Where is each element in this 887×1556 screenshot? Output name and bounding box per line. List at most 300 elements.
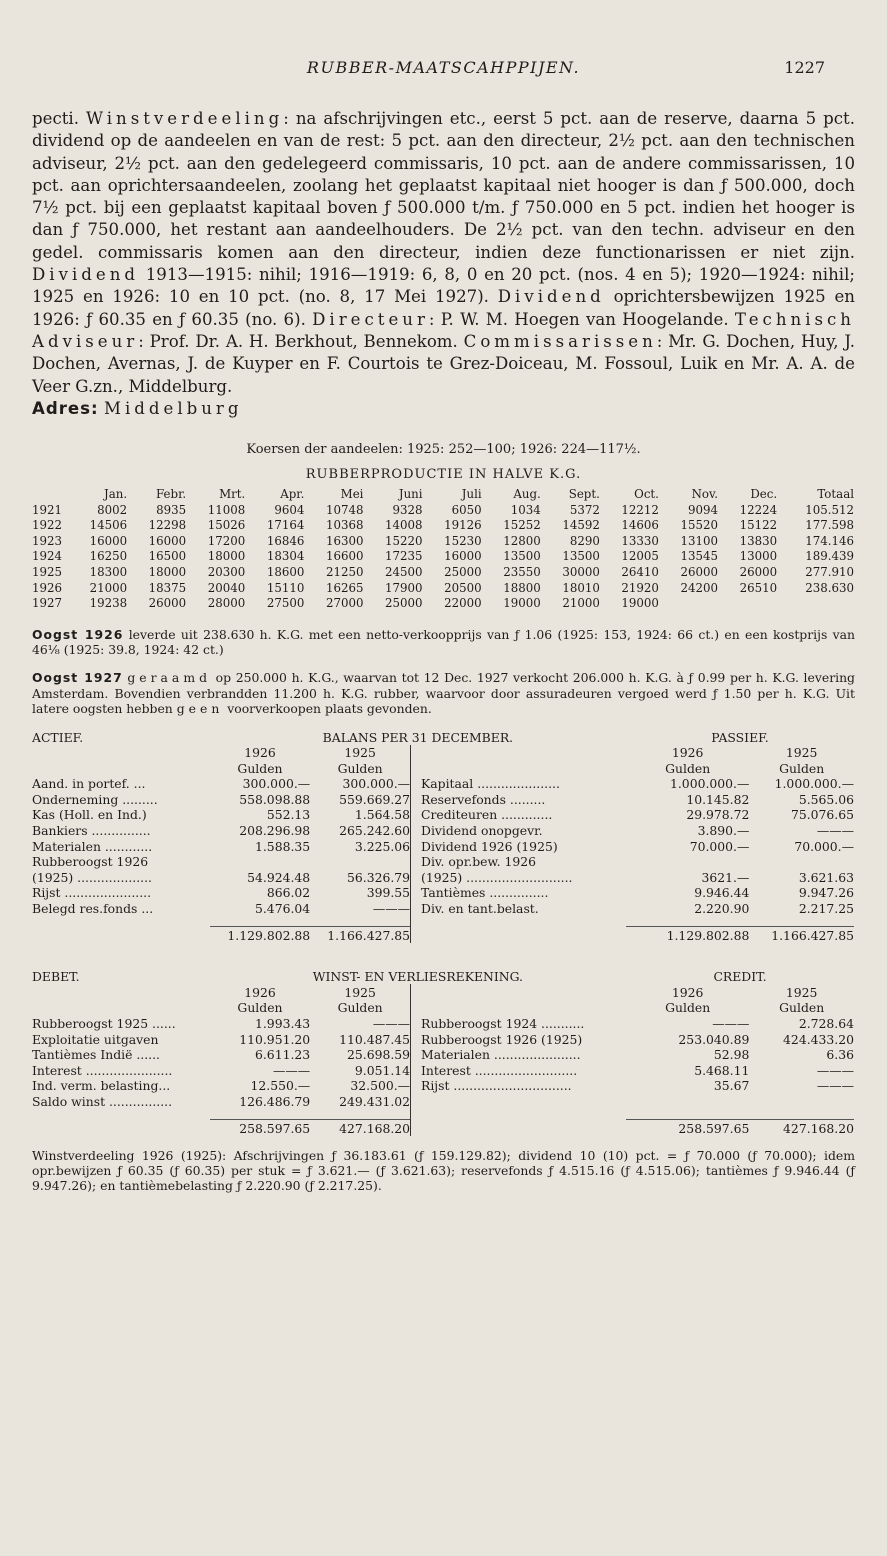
row-label: Materialen ............ xyxy=(32,838,153,854)
table-cell: 12298 xyxy=(148,518,187,533)
company-description xyxy=(32,108,855,420)
value-cell: 9.946.44 xyxy=(694,885,750,901)
adres-label: Adres: xyxy=(32,398,99,418)
table-cell: 20040 xyxy=(207,580,246,595)
table-cell: 105.512 xyxy=(805,502,854,517)
page-number: 1227 xyxy=(784,58,825,77)
table-cell: 18300 xyxy=(89,564,128,579)
table-row xyxy=(32,517,854,533)
cell xyxy=(32,984,210,1000)
separator xyxy=(411,1000,421,1016)
row-label: (1925) ........................... xyxy=(421,869,573,885)
value-cell: ——— xyxy=(372,901,411,917)
harvest-1927-text: op 250.000 h. K.G., waarvan tot 12 Dec. 1927 verkocht 206.000 h. K.G. à ƒ 0.99 per h. K.G. levering Amsterdam. Bovendien verbrandden 11.200 h. K.G. rubber, waarvoor door assuradeuren vergoed werd ƒ 1.50 per h. K.G. Uit latere oogsten hebben xyxy=(32,670,855,716)
total-cell: 258.597.65 xyxy=(626,1119,749,1135)
table-row xyxy=(32,822,854,838)
table-cell: 1922 xyxy=(32,518,63,533)
row-label: Dividend 1926 (1925) xyxy=(421,838,558,854)
cell xyxy=(421,1000,626,1016)
value-cell: 300.000.— xyxy=(342,776,411,792)
table-cell: 10748 xyxy=(325,502,364,517)
dividend-opr-text: oprichtersbewijzen 1925 en 1926: ƒ 60.35 en ƒ 60.35 (no. 6). xyxy=(32,287,855,329)
row-label: Crediteuren ............. xyxy=(421,807,553,823)
year-header: 1925 xyxy=(344,745,376,761)
value-cell: 5.468.11 xyxy=(694,1062,750,1078)
row-label: Tantièmes ............... xyxy=(421,885,549,901)
unit-header: Gulden xyxy=(779,760,825,776)
harvest-1926-label: Oogst 1926 xyxy=(32,626,124,642)
table-row xyxy=(32,580,854,596)
table-cell: 26410 xyxy=(621,564,659,579)
separator xyxy=(411,776,421,792)
table-cell: 9328 xyxy=(392,502,423,517)
value-cell: 6.36 xyxy=(826,1047,854,1063)
table-cell: 15110 xyxy=(266,580,305,595)
unit-header: Gulden xyxy=(237,760,283,776)
table-cell: 22000 xyxy=(444,596,482,611)
value-cell: ——— xyxy=(816,1062,854,1078)
table-cell: 18000 xyxy=(148,564,187,579)
cell xyxy=(32,927,210,943)
unit-header: Gulden xyxy=(779,1000,825,1016)
table-cell xyxy=(718,595,777,611)
value-cell: 1.993.43 xyxy=(254,1016,311,1032)
value-cell: ——— xyxy=(273,1062,311,1078)
table-cell: 14606 xyxy=(621,518,659,533)
table-row xyxy=(32,1047,854,1063)
separator xyxy=(411,1047,421,1063)
dividend-label: Dividend xyxy=(32,265,140,285)
column-header: Jan. xyxy=(103,486,128,501)
table-cell: 1925 xyxy=(32,564,63,579)
cell xyxy=(32,745,210,761)
table-cell: 13000 xyxy=(739,549,778,564)
dividend-text: 1913—1915: nihil; 1916—1919: 6, 8, 0 en 20 pct. (nos. 4 en 5); 1920—1924: nihil; 1925 en 1926: 10 en 10 pct. (no. 8, 17 Mei 1927). xyxy=(32,265,855,307)
separator xyxy=(411,1093,421,1109)
pl-right-title: CREDIT. xyxy=(713,969,767,985)
winstverdeeling-label: Winstverdeeling xyxy=(85,109,284,128)
value-cell: 5.565.06 xyxy=(798,791,854,807)
table-row xyxy=(32,807,854,823)
value-cell: 126.486.79 xyxy=(239,1093,311,1109)
balance-unit-row xyxy=(32,760,854,776)
value-cell: 25.698.59 xyxy=(347,1047,411,1063)
total-cell: 1.129.802.88 xyxy=(626,927,749,943)
spacer-row xyxy=(32,1109,854,1120)
harvest-1927-note xyxy=(32,670,855,716)
table-row xyxy=(32,1062,854,1078)
table-cell: 19126 xyxy=(444,518,482,533)
value-cell: 110.487.45 xyxy=(339,1031,411,1047)
table-cell: 1926 xyxy=(32,580,63,595)
value-cell: 56.326.79 xyxy=(347,869,411,885)
value-cell: 9.051.14 xyxy=(354,1062,411,1078)
harvest-1927-label: Oogst 1927 xyxy=(32,670,123,686)
table-cell: 26000 xyxy=(680,564,719,579)
value-cell: ——— xyxy=(372,1016,411,1032)
balance-left-title: ACTIEF. xyxy=(32,729,84,745)
pl-left-title: DEBET. xyxy=(32,969,80,985)
table-cell: 16000 xyxy=(89,533,128,548)
table-cell: 9094 xyxy=(688,502,719,517)
value-cell: 10.145.82 xyxy=(686,791,750,807)
column-header: Sept. xyxy=(568,486,600,501)
table-row xyxy=(32,854,854,870)
table-cell: 1921 xyxy=(32,502,63,517)
cell xyxy=(421,916,626,927)
column-header: Nov. xyxy=(691,486,719,501)
table-cell: 26000 xyxy=(148,596,187,611)
table-cell xyxy=(777,595,854,611)
geraamd-word: geraamd xyxy=(127,670,212,686)
table-row xyxy=(32,533,854,549)
column-header xyxy=(32,486,68,502)
running-header xyxy=(32,58,855,88)
value-cell: 6.611.23 xyxy=(254,1047,311,1063)
row-label: Saldo winst ................ xyxy=(32,1093,173,1109)
table-cell: 21000 xyxy=(562,596,600,611)
table-cell: 1923 xyxy=(32,533,63,548)
value-cell: 70.000.— xyxy=(689,838,750,854)
year-header: 1926 xyxy=(671,984,704,1000)
table-cell: 18000 xyxy=(207,549,246,564)
cell xyxy=(421,927,626,943)
pl-unit-row xyxy=(32,1000,854,1016)
spacer-row xyxy=(32,916,854,927)
cell xyxy=(210,916,310,927)
row-label: Kapitaal ..................... xyxy=(421,776,560,792)
table-cell: 16300 xyxy=(325,533,364,548)
table-cell: 8935 xyxy=(156,502,187,517)
cell xyxy=(32,916,210,927)
pl-year-row xyxy=(32,984,854,1000)
year-header: 1925 xyxy=(785,984,818,1000)
table-row xyxy=(32,791,854,807)
table-cell: 18304 xyxy=(266,549,305,564)
table-cell: 8002 xyxy=(97,502,128,517)
cell xyxy=(421,984,626,1000)
table-cell: 15252 xyxy=(503,518,541,533)
table-cell: 19238 xyxy=(89,596,128,611)
value-cell: 552.13 xyxy=(266,807,311,823)
row-label: Onderneming ......... xyxy=(32,791,158,807)
table-cell: 16265 xyxy=(325,580,364,595)
unit-header: Gulden xyxy=(665,760,711,776)
separator xyxy=(411,1078,421,1094)
balance-sheet xyxy=(32,729,854,943)
column-header: Febr. xyxy=(156,486,187,501)
cell xyxy=(310,1109,410,1120)
table-cell: 17164 xyxy=(266,518,305,533)
separator xyxy=(411,760,421,776)
table-cell: 13545 xyxy=(680,549,719,564)
table-cell: 26510 xyxy=(739,580,778,595)
cell xyxy=(210,1109,310,1120)
table-row xyxy=(32,595,854,611)
table-cell: 20500 xyxy=(444,580,482,595)
table-cell: 17235 xyxy=(385,549,423,564)
value-cell: 866.02 xyxy=(266,885,311,901)
separator xyxy=(411,745,421,761)
table-cell: 25000 xyxy=(385,596,423,611)
technisch-adviseur-label: Technisch Adviseur xyxy=(32,309,855,351)
cell xyxy=(421,1109,626,1120)
table-cell: 277.910 xyxy=(805,564,854,579)
unit-header: Gulden xyxy=(337,760,383,776)
year-header: 1925 xyxy=(785,745,818,761)
value-cell: 249.431.02 xyxy=(339,1093,411,1109)
cell xyxy=(421,745,626,761)
value-cell: 5.476.04 xyxy=(254,901,311,917)
table-cell: 23550 xyxy=(503,564,541,579)
value-cell: 2.220.90 xyxy=(694,901,750,917)
table-cell: 28000 xyxy=(207,596,246,611)
cell xyxy=(32,1109,210,1120)
adres-value: Middelburg xyxy=(103,398,243,418)
table-cell: 14592 xyxy=(562,518,600,533)
table-row xyxy=(32,549,854,565)
cell xyxy=(626,1109,749,1120)
row-label: Materialen ...................... xyxy=(421,1047,581,1063)
row-label: Exploitatie uitgaven xyxy=(32,1031,159,1047)
table-cell: 18375 xyxy=(148,580,187,595)
directeur-label: Directeur xyxy=(312,309,429,329)
value-cell xyxy=(749,1093,854,1109)
value-cell xyxy=(310,854,410,870)
production-title: RUBBERPRODUCTIE IN HALVE K.G. xyxy=(305,467,582,483)
unit-header: Gulden xyxy=(665,1000,711,1016)
row-label: Rubberoogst 1924 ........... xyxy=(421,1016,585,1032)
column-header: Apr. xyxy=(280,486,305,501)
table-cell: 16846 xyxy=(266,533,305,548)
value-cell xyxy=(210,854,310,870)
row-label: Rubberoogst 1926 xyxy=(32,854,149,870)
value-cell: 3.621.63 xyxy=(798,869,854,885)
year-header: 1926 xyxy=(244,745,276,761)
table-cell: 19000 xyxy=(503,596,541,611)
profit-distribution: Winstverdeeling 1926 (1925): Afschrijvingen ƒ 36.183.61 (ƒ 159.129.82); dividend 10 (10) pct. = ƒ 70.000 (ƒ 70.000); idem opr.bewijzen ƒ 60.35 (ƒ 60.35) per stuk = ƒ 3.621.— (ƒ 3.621.63); reservefonds ƒ 4.515.16 (ƒ 4.515.06); tantièmes ƒ 9.946.44 (ƒ 9.947.26); en tantièmebelasting ƒ 2.220.90 (ƒ 2.217.25). xyxy=(32,1147,855,1193)
row-label: Tantièmes Indië ...... xyxy=(32,1047,160,1063)
commissarissen-text: : Mr. G. Dochen, Huy, J. Dochen, Avernas, J. de Kuyper en F. Courtois te Grez-Doiceau, M. Fossoul, Luik en Mr. A. A. de Veer G.zn., Middelburg. xyxy=(32,331,855,396)
value-cell: 110.951.20 xyxy=(239,1031,311,1047)
table-cell: 6050 xyxy=(451,502,482,517)
cell xyxy=(32,1000,210,1016)
cell xyxy=(32,760,210,776)
cell xyxy=(749,916,854,927)
row-label: Div. opr.bew. 1926 xyxy=(421,854,537,870)
row-label: Rijst ...................... xyxy=(32,885,152,901)
table-cell: 8290 xyxy=(569,533,600,548)
cell xyxy=(32,1119,210,1135)
adres-line xyxy=(32,398,855,420)
table-cell: 18600 xyxy=(266,564,305,579)
separator xyxy=(411,1119,421,1135)
value-cell: 75.076.65 xyxy=(790,807,854,823)
description-paragraph xyxy=(32,108,855,398)
table-cell: 11008 xyxy=(207,502,246,517)
table-cell: 15122 xyxy=(739,518,778,533)
table-cell: 10368 xyxy=(325,518,364,533)
row-label: Aand. in portef. ... xyxy=(32,776,146,792)
separator xyxy=(411,791,421,807)
year-header: 1926 xyxy=(244,984,276,1000)
separator xyxy=(411,869,421,885)
value-cell: 1.000.000.— xyxy=(774,776,854,792)
geen-word: geen xyxy=(176,700,224,716)
value-cell: 208.296.98 xyxy=(239,823,311,839)
table-cell xyxy=(659,595,718,611)
table-cell: 13830 xyxy=(739,533,778,548)
total-cell: 427.168.20 xyxy=(749,1119,854,1135)
table-cell: 12800 xyxy=(503,533,541,548)
table-cell: 174.146 xyxy=(805,533,854,548)
separator xyxy=(411,900,421,916)
column-header: Juni xyxy=(398,486,423,501)
value-cell xyxy=(749,854,854,870)
table-cell: 24500 xyxy=(385,564,423,579)
column-header: Aug. xyxy=(513,486,541,501)
value-cell: 2.217.25 xyxy=(798,901,854,917)
row-label: Ind. verm. belasting... xyxy=(32,1078,171,1094)
cell xyxy=(626,916,749,927)
separator xyxy=(411,854,421,870)
year-header: 1925 xyxy=(344,984,376,1000)
column-header: Dec. xyxy=(750,486,778,501)
production-header-row xyxy=(32,486,854,502)
table-cell: 189.439 xyxy=(805,549,854,564)
table-cell: 18800 xyxy=(503,580,541,595)
cell xyxy=(749,1109,854,1120)
cell xyxy=(421,760,626,776)
table-row xyxy=(32,776,854,792)
balance-title-row xyxy=(32,729,854,745)
table-cell: 177.598 xyxy=(805,518,854,533)
table-cell: 13100 xyxy=(680,533,719,548)
value-cell: 3.890.— xyxy=(697,823,750,839)
table-cell: 17900 xyxy=(385,580,423,595)
unit-header: Gulden xyxy=(237,1000,283,1016)
total-cell: 1.166.427.85 xyxy=(749,927,854,943)
row-label: Bankiers ............... xyxy=(32,823,151,839)
year-header: 1926 xyxy=(671,745,704,761)
commissarissen-label: Commissarissen xyxy=(463,331,657,351)
separator xyxy=(411,807,421,823)
total-cell: 1.129.802.88 xyxy=(210,927,310,943)
separator xyxy=(411,822,421,838)
value-cell: 70.000.— xyxy=(794,838,854,854)
table-row xyxy=(32,1031,854,1047)
value-cell: 52.98 xyxy=(713,1047,750,1063)
table-cell: 27500 xyxy=(266,596,305,611)
table-cell: 16000 xyxy=(148,533,187,548)
table-row xyxy=(32,564,854,580)
value-cell: 399.55 xyxy=(366,885,411,901)
table-cell: 27000 xyxy=(325,596,364,611)
text-fragment: pecti. xyxy=(32,109,86,128)
table-cell: 16600 xyxy=(325,549,364,564)
table-cell: 15230 xyxy=(444,533,482,548)
table-cell: 14506 xyxy=(89,518,128,533)
row-label: Div. en tant.belast. xyxy=(421,901,539,917)
separator xyxy=(411,927,421,943)
table-row xyxy=(32,502,854,518)
cell xyxy=(310,916,410,927)
separator xyxy=(411,1109,421,1120)
harvest-notes xyxy=(32,627,855,716)
running-title: RUBBER-MAATSCAHPPIJEN. xyxy=(306,58,581,77)
table-cell: 26000 xyxy=(739,564,778,579)
value-cell: 3621.— xyxy=(701,869,750,885)
row-label xyxy=(421,1093,626,1109)
table-cell: 18010 xyxy=(562,580,600,595)
directeur-text: : P. W. M. Hoegen van Hoogelande. xyxy=(428,309,735,329)
row-label: Interest .......................... xyxy=(421,1062,578,1078)
production-body xyxy=(32,502,854,611)
value-cell: 32.500.— xyxy=(350,1078,411,1094)
table-cell: 1924 xyxy=(32,549,63,564)
table-cell: 21250 xyxy=(325,564,364,579)
total-cell: 427.168.20 xyxy=(310,1119,410,1135)
column-header: Totaal xyxy=(817,486,854,501)
table-row xyxy=(32,869,854,885)
table-row xyxy=(32,900,854,916)
row-label: Kas (Holl. en Ind.) xyxy=(32,807,147,823)
total-cell: 1.166.427.85 xyxy=(310,927,410,943)
table-cell: 12212 xyxy=(621,502,659,517)
table-cell: 30000 xyxy=(562,564,600,579)
dividend-opr-label: Dividend xyxy=(497,287,605,307)
table-row xyxy=(32,1093,854,1109)
table-cell: 21000 xyxy=(89,580,128,595)
table-cell: 1034 xyxy=(510,502,541,517)
table-cell: 9604 xyxy=(274,502,305,517)
value-cell xyxy=(626,854,749,870)
separator xyxy=(411,1015,421,1031)
table-cell: 5372 xyxy=(569,502,600,517)
text-fragment: : na afschrijvingen etc., eerst 5 pct. aan de reserve, daarna 5 pct. dividend op de aandeelen en van de rest: 5 pct. aan den directeur, 2½ pct. aan den technischen adviseur, 2½ pct. aan den gedelegeerd commissaris, 10 pct. aan de andere commissarissen, 10 pct. aan oprichtersaandeelen, zoolang het geplaatst kapitaal niet hooger is dan ƒ 500.000, doch 7½ pct. bij een geplaatst kapitaal boven ƒ 500.000 t/m. ƒ 750.000 en 5 pct. indien het hooger is dan ƒ 750.000, het restant aan aandeelhouders. De 2½ pct. van den techn. adviseur en den gedel. commissaris komen aan den directeur, indien deze functionarissen er niet zijn. xyxy=(32,109,855,262)
table-cell: 12005 xyxy=(621,549,659,564)
table-row xyxy=(32,1015,854,1031)
value-cell: 1.564.58 xyxy=(354,807,411,823)
table-cell: 1927 xyxy=(32,596,63,611)
value-cell: ——— xyxy=(712,1016,750,1032)
row-label: Reservefonds ......... xyxy=(421,791,546,807)
value-cell: 558.098.88 xyxy=(239,791,311,807)
value-cell: 35.67 xyxy=(713,1078,750,1094)
value-cell: 559.669.27 xyxy=(339,791,411,807)
value-cell: 29.978.72 xyxy=(686,807,750,823)
value-cell: 3.225.06 xyxy=(354,838,411,854)
table-cell: 15220 xyxy=(385,533,423,548)
separator xyxy=(411,916,421,927)
table-row xyxy=(32,838,854,854)
balance-title: BALANS PER 31 DECEMBER. xyxy=(322,729,514,745)
harvest-1927-text-end: voorverkoopen plaats gevonden. xyxy=(223,700,432,716)
table-cell: 20300 xyxy=(207,564,246,579)
table-cell: 15520 xyxy=(680,518,719,533)
row-label: Rijst .............................. xyxy=(421,1078,572,1094)
value-cell: ——— xyxy=(816,823,854,839)
value-cell xyxy=(626,1093,749,1109)
separator xyxy=(411,1031,421,1047)
value-cell: 12.550.— xyxy=(250,1078,311,1094)
balance-year-row xyxy=(32,745,854,761)
row-label: Interest ...................... xyxy=(32,1062,173,1078)
row-label: Belegd res.fonds ... xyxy=(32,901,154,917)
column-header: Mrt. xyxy=(219,486,246,501)
profit-loss-account xyxy=(32,969,854,1136)
pl-title: WINST- EN VERLIESREKENING. xyxy=(312,969,523,985)
